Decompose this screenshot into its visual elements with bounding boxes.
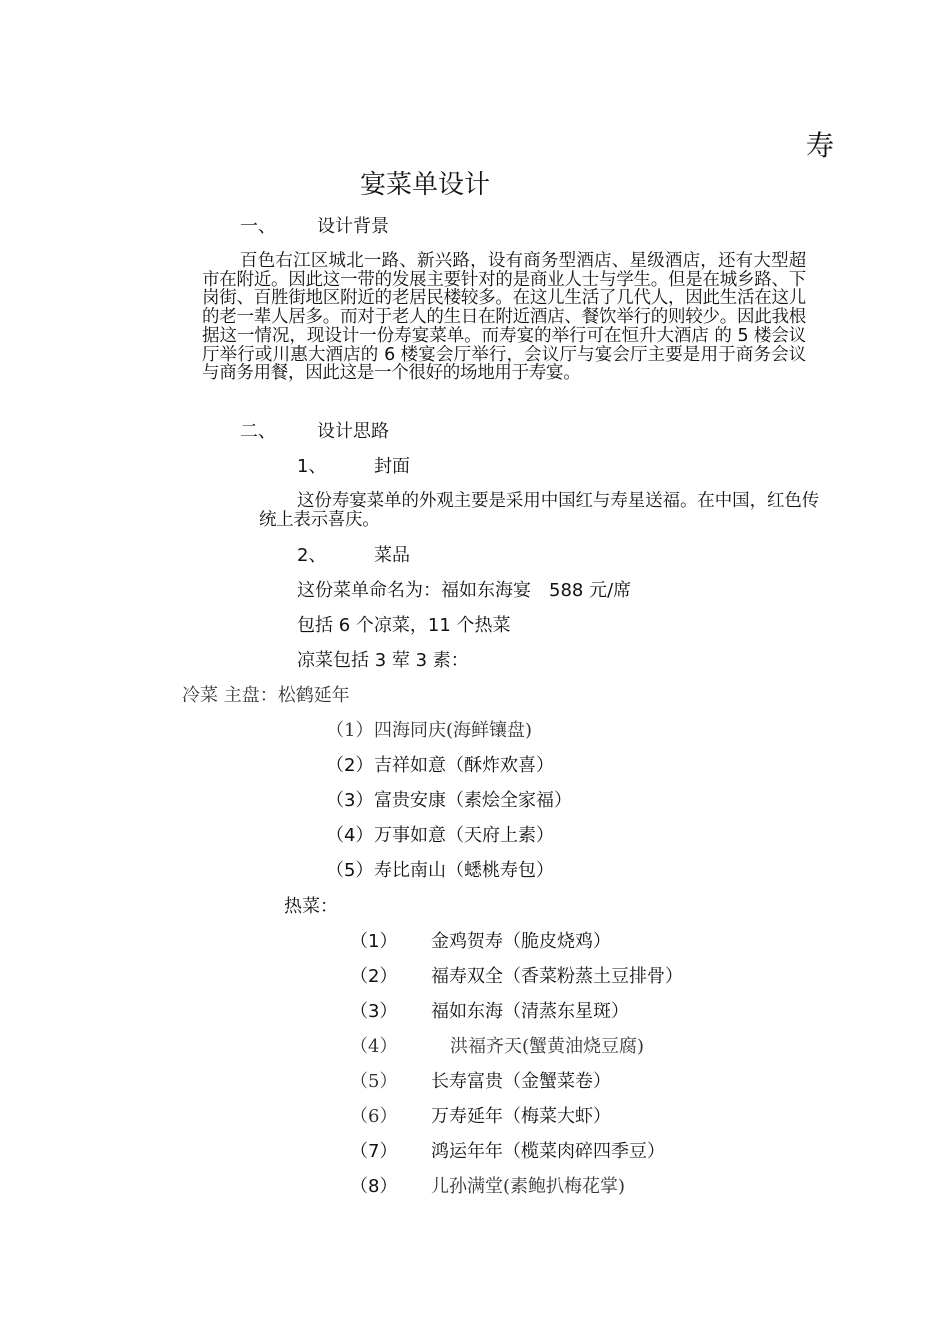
hot-item-num: （3） [350,1001,398,1022]
section1-heading: 设计背景 [317,216,389,237]
cold-item-name: 富贵安康（素烩全家福） [374,790,572,811]
title-rest: 宴菜单设计 [360,170,491,200]
sub1-num: 1、 [297,456,327,477]
section2-num: 二、 [240,421,276,442]
hot-item-num: （1） [350,931,398,952]
cold-item-num: （5） [326,860,374,881]
hot-item-name: 儿孙满堂(素鲍扒梅花掌) [431,1176,626,1197]
hot-item-name: 洪福齐天(蟹黄油烧豆腐) [450,1036,645,1057]
hot-item-num: （5） [350,1071,398,1092]
menu-includes: 包括 6 个凉菜，11 个热菜 [297,615,511,636]
hot-item-name: 长寿富贵（金蟹菜卷） [431,1071,611,1092]
cold-item-num: （3） [326,790,374,811]
hot-item-name: 鸿运年年（榄菜肉碎四季豆） [431,1141,665,1162]
cold-item-name: 寿比南山（蟋桃寿包） [374,860,554,881]
hot-item-num: （2） [350,966,398,987]
title-first-char: 寿 [806,129,835,162]
section2-heading: 设计思路 [317,421,389,442]
sub1-paragraph: 这份寿宴菜单的外观主要是采用中国红与寿星送福。在中国，红色传统上表示喜庆。 [259,491,819,530]
hot-item-num: （7） [350,1141,398,1162]
sub2-heading: 菜品 [374,545,410,566]
cold-item-name: 吉祥如意（酥炸欢喜） [374,755,554,776]
sub1-heading: 封面 [374,456,410,477]
hot-item-name: 福如东海（清蒸东星斑） [431,1001,629,1022]
cold-item-num: （2） [326,755,374,776]
hot-item-name: 福寿双全（香菜粉蒸土豆排骨） [431,966,683,987]
cold-item-name: 万事如意（天府上素） [374,825,554,846]
cold-item-num: （4） [326,825,374,846]
hot-item-name: 万寿延年（梅菜大虾） [431,1106,611,1127]
sub2-num: 2、 [297,545,327,566]
cold-item-name: 四海同庆(海鲜镶盘) [374,720,533,741]
section1-num: 一、 [240,216,276,237]
section1-paragraph: 百色右江区城北一路、新兴路，设有商务型酒店、星级酒店，还有大型超市在附近。因此这一带的发展主要针对的是商业人士与学生。但是在城乡路、下岗街、百胜街地区附近的老居民楼较多。在这儿生活了几代人，因此生活在这儿的老一辈人居多。而对于老人的生日在附近酒店、餐饮举行的则较少。因此我根据这一情况，现设计一份寿宴菜单。而寿宴的举行可在恒升大酒店 的 5 楼会议厅举行或川惠大酒店的 6 楼宴会厅举行，会议厅与宴会厅主要是用于商务会议与商务用餐，因此这是一个很好的场地用于寿宴。 [202,251,806,384]
hot-label: 热菜： [284,896,338,917]
cold-main-plate: 冷菜 主盘：松鹤延年 [182,685,350,706]
menu-name: 这份菜单命名为：福如东海宴 588 元/席 [297,580,632,601]
hot-item-num: （4） [350,1036,398,1057]
hot-item-num: （8） [350,1176,398,1197]
hot-item-num: （6） [350,1106,398,1127]
hot-item-name: 金鸡贺寿（脆皮烧鸡） [431,931,611,952]
cold-includes: 凉菜包括 3 荤 3 素： [297,650,469,671]
cold-item-num: （1） [326,720,374,741]
